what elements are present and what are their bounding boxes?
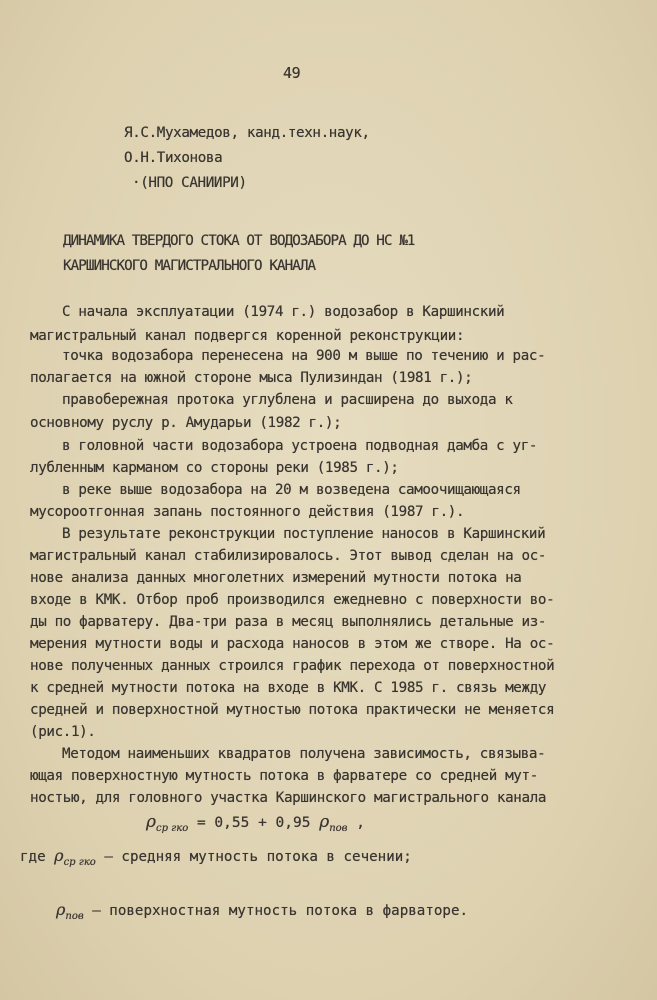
body-line: (рис.1). bbox=[30, 724, 96, 740]
page-number: 49 bbox=[283, 64, 301, 82]
body-line: в головной части водозабора устроена подводная дамба с уг- bbox=[62, 438, 538, 454]
body-line: основному руслу р. Амударьи (1982 г.); bbox=[30, 415, 342, 431]
definition-text: – средняя мутность потока в сечении; bbox=[95, 849, 412, 865]
body-line: магистральный канал подвергся коренной реконструкции: bbox=[30, 328, 465, 344]
body-line: входе в КМК. Отбор проб производился ежедневно с поверхности во- bbox=[30, 592, 555, 608]
body-line: мерения мутности воды и расхода наносов в этом же створе. На ос- bbox=[30, 636, 555, 652]
body-line: в реке выше водозабора на 20 м возведена самоочищающаяся bbox=[62, 482, 521, 498]
body-line: ющая поверхностную мутность потока в фарватере со средней мут- bbox=[30, 768, 538, 784]
definition-text: – поверхностная мутность потока в фарваторе. bbox=[83, 903, 469, 919]
author-affiliation: ·(НПО САНИИРИ) bbox=[132, 175, 247, 191]
definition-surface-turbidity bbox=[56, 900, 468, 922]
definition-mean-turbidity bbox=[20, 846, 412, 868]
body-line: С начала эксплуатации (1974 г.) водозабор в Каршинский bbox=[62, 304, 505, 320]
definition-symbol: ρ bbox=[56, 900, 66, 919]
body-line: ды по фарватеру. Два-три раза в месяц выполнялись детальные из- bbox=[30, 614, 547, 630]
definition-prefix: где bbox=[20, 849, 55, 865]
formula-lhs-subscript: ср гко bbox=[156, 823, 189, 834]
article-title-line-1: ДИНАМИКА ТВЕРДОГО СТОКА ОТ ВОДОЗАБОРА ДО НС №1 bbox=[63, 233, 415, 249]
body-line: средней и поверхностной мутностью потока практически не меняется bbox=[30, 702, 555, 718]
formula-rhs-text: = 0,55 + 0,95 bbox=[188, 815, 320, 831]
regression-formula bbox=[146, 812, 365, 839]
formula-end: , bbox=[347, 815, 365, 831]
author-line-2: О.Н.Тихонова bbox=[124, 150, 223, 166]
body-line: Методом наименьших квадратов получена зависимость, связыва- bbox=[62, 746, 546, 762]
definition-symbol: ρ bbox=[54, 846, 64, 865]
body-line: мусороотгонная запань постоянного действия (1987 г.). bbox=[30, 504, 465, 520]
definition-subscript: пов bbox=[65, 911, 84, 922]
article-title-line-2: КАРШИНСКОГО МАГИСТРАЛЬНОГО КАНАЛА bbox=[63, 258, 316, 274]
body-line: к средней мутности потока на входе в КМК. С 1985 г. связь между bbox=[30, 680, 547, 696]
body-line: нове анализа данных многолетних измерений мутности потока на bbox=[30, 570, 522, 586]
body-line: полагается на южной стороне мыса Пулизиндан (1981 г.); bbox=[30, 370, 473, 386]
body-line: магистральный канал стабилизировалось. Этот вывод сделан на ос- bbox=[30, 548, 547, 564]
body-line: точка водозабора перенесена на 900 м выше по течению и рас- bbox=[62, 348, 546, 364]
body-line: В результате реконструкции поступление наносов в Каршинский bbox=[62, 526, 546, 542]
body-line: ностью, для головного участка Каршинского магистрального канала bbox=[30, 790, 547, 806]
body-line: лубленным карманом со стороны реки (1985 г.); bbox=[30, 460, 399, 476]
author-line-1: Я.С.Мухамедов, канд.техн.наук, bbox=[124, 125, 370, 141]
formula-lhs-symbol: ρ bbox=[146, 812, 156, 832]
formula-rhs-subscript: пов bbox=[329, 823, 348, 834]
formula-rhs-symbol: ρ bbox=[319, 812, 330, 832]
body-line: нове полученных данных строился график перехода от поверхностной bbox=[30, 658, 555, 674]
body-line: правобережная протока углублена и расширена до выхода к bbox=[62, 392, 513, 408]
definition-subscript: ср гко bbox=[63, 857, 96, 868]
